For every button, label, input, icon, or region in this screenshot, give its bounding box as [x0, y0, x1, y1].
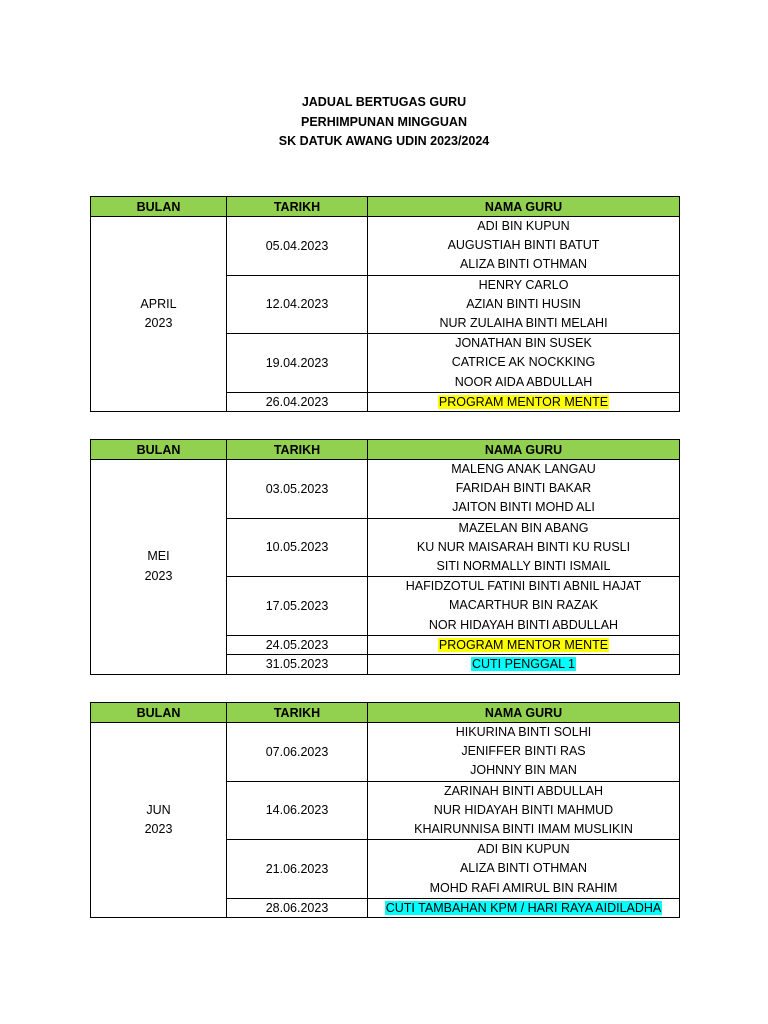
date-cell: 10.05.2023: [227, 518, 368, 577]
year-label: 2023: [144, 822, 173, 837]
title-line-3: SK DATUK AWANG UDIN 2023/2024: [278, 134, 490, 148]
header-bulan: BULAN: [91, 440, 227, 460]
date-cell: 07.06.2023: [227, 723, 368, 782]
teacher-name: HENRY CARLO: [478, 277, 569, 292]
mei-schedule-table: [90, 439, 680, 675]
names-cell: [368, 518, 680, 577]
teacher-name: ADI BIN KUPUN: [477, 219, 570, 233]
date-cell: 24.05.2023: [227, 635, 368, 655]
names-cell: [368, 275, 680, 334]
date-cell: 03.05.2023: [227, 460, 368, 519]
names-cell: [368, 577, 680, 636]
program-note: PROGRAM MENTOR MENTE: [438, 637, 609, 652]
teacher-name: ZARINAH BINTI ABDULLAH: [443, 783, 604, 798]
teacher-name: MAZELAN BIN ABANG: [458, 520, 589, 535]
holiday-note: CUTI TAMBAHAN KPM / HARI RAYA AIDILADHA: [385, 900, 662, 915]
note-cell: [368, 635, 680, 655]
month-label: JUN: [146, 802, 171, 817]
date-cell: 14.06.2023: [227, 781, 368, 840]
month-label: APRIL: [140, 296, 177, 311]
teacher-name: JONATHAN BIN SUSEK: [455, 336, 592, 351]
date-cell: 26.04.2023: [227, 392, 368, 412]
header-nama-guru: NAMA GURU: [368, 197, 680, 217]
program-note: PROGRAM MENTOR MENTE: [438, 394, 609, 409]
date-cell: 31.05.2023: [227, 655, 368, 675]
document-title: [0, 93, 768, 152]
names-cell: [368, 781, 680, 840]
table-header-row: [91, 703, 680, 723]
month-cell: [91, 723, 227, 918]
teacher-name: ALIZA BINTI OTHMAN: [459, 257, 588, 272]
date-cell: 28.06.2023: [227, 898, 368, 918]
holiday-note: CUTI PENGGAL 1: [471, 657, 576, 672]
teacher-name: NUR ZULAIHA BINTI MELAHI: [439, 315, 608, 330]
header-tarikh: TARIKH: [227, 197, 368, 217]
month-label: MEI: [147, 549, 170, 564]
teacher-name: AUGUSTIAH BINTI BATUT: [447, 238, 600, 253]
header-bulan: BULAN: [91, 197, 227, 217]
header-bulan: BULAN: [91, 703, 227, 723]
jun-schedule-table: [90, 702, 680, 918]
year-label: 2023: [144, 316, 173, 331]
teacher-name: MALENG ANAK LANGAU: [451, 462, 596, 476]
teacher-name: ADI BIN KUPUN: [477, 842, 570, 857]
note-cell: [368, 392, 680, 412]
date-cell: 05.04.2023: [227, 217, 368, 276]
teacher-name: JENIFFER BINTI RAS: [461, 744, 586, 759]
teacher-name: CATRICE AK NOCKKING: [451, 355, 596, 370]
title-line-2: PERHIMPUNAN MINGGUAN: [301, 114, 467, 129]
names-cell: [368, 334, 680, 393]
teacher-name: FARIDAH BINTI BAKAR: [455, 481, 592, 496]
teacher-name: KHAIRUNNISA BINTI IMAM MUSLIKIN: [414, 821, 633, 836]
date-cell: 21.06.2023: [227, 840, 368, 899]
year-label: 2023: [144, 568, 173, 583]
teacher-name: NUR HIDAYAH BINTI MAHMUD: [433, 802, 614, 817]
note-cell: [368, 898, 680, 918]
teacher-name: HIKURINA BINTI SOLHI: [455, 725, 592, 739]
teacher-name: MOHD RAFI AMIRUL BIN RAHIM: [429, 880, 618, 895]
date-cell: 19.04.2023: [227, 334, 368, 393]
teacher-name: JAITON BINTI MOHD ALI: [452, 500, 595, 515]
teacher-name: AZIAN BINTI HUSIN: [466, 296, 581, 311]
teacher-name: SITI NORMALLY BINTI ISMAIL: [436, 558, 611, 573]
names-cell: [368, 217, 680, 276]
month-cell: [91, 460, 227, 675]
names-cell: [368, 723, 680, 782]
table-row: [91, 217, 680, 276]
date-cell: 12.04.2023: [227, 275, 368, 334]
teacher-name: NOR HIDAYAH BINTI ABDULLAH: [428, 617, 619, 632]
table-row: [91, 460, 680, 519]
teacher-name: ALIZA BINTI OTHMAN: [459, 861, 588, 876]
title-line-1: JADUAL BERTUGAS GURU: [301, 95, 467, 109]
teacher-name: NOOR AIDA ABDULLAH: [454, 374, 593, 389]
table-row: [91, 723, 680, 782]
table-header-row: [91, 197, 680, 217]
header-tarikh: TARIKH: [227, 440, 368, 460]
header-nama-guru: NAMA GURU: [368, 703, 680, 723]
note-cell: [368, 655, 680, 675]
teacher-name: KU NUR MAISARAH BINTI KU RUSLI: [416, 539, 631, 554]
names-cell: [368, 460, 680, 519]
header-nama-guru: NAMA GURU: [368, 440, 680, 460]
teacher-name: MACARTHUR BIN RAZAK: [448, 598, 599, 613]
names-cell: [368, 840, 680, 899]
month-cell: [91, 217, 227, 412]
april-schedule-table: [90, 196, 680, 412]
table-header-row: [91, 440, 680, 460]
header-tarikh: TARIKH: [227, 703, 368, 723]
teacher-name: HAFIDZOTUL FATINI BINTI ABNIL HAJAT: [405, 579, 642, 594]
date-cell: 17.05.2023: [227, 577, 368, 636]
teacher-name: JOHNNY BIN MAN: [470, 763, 577, 778]
